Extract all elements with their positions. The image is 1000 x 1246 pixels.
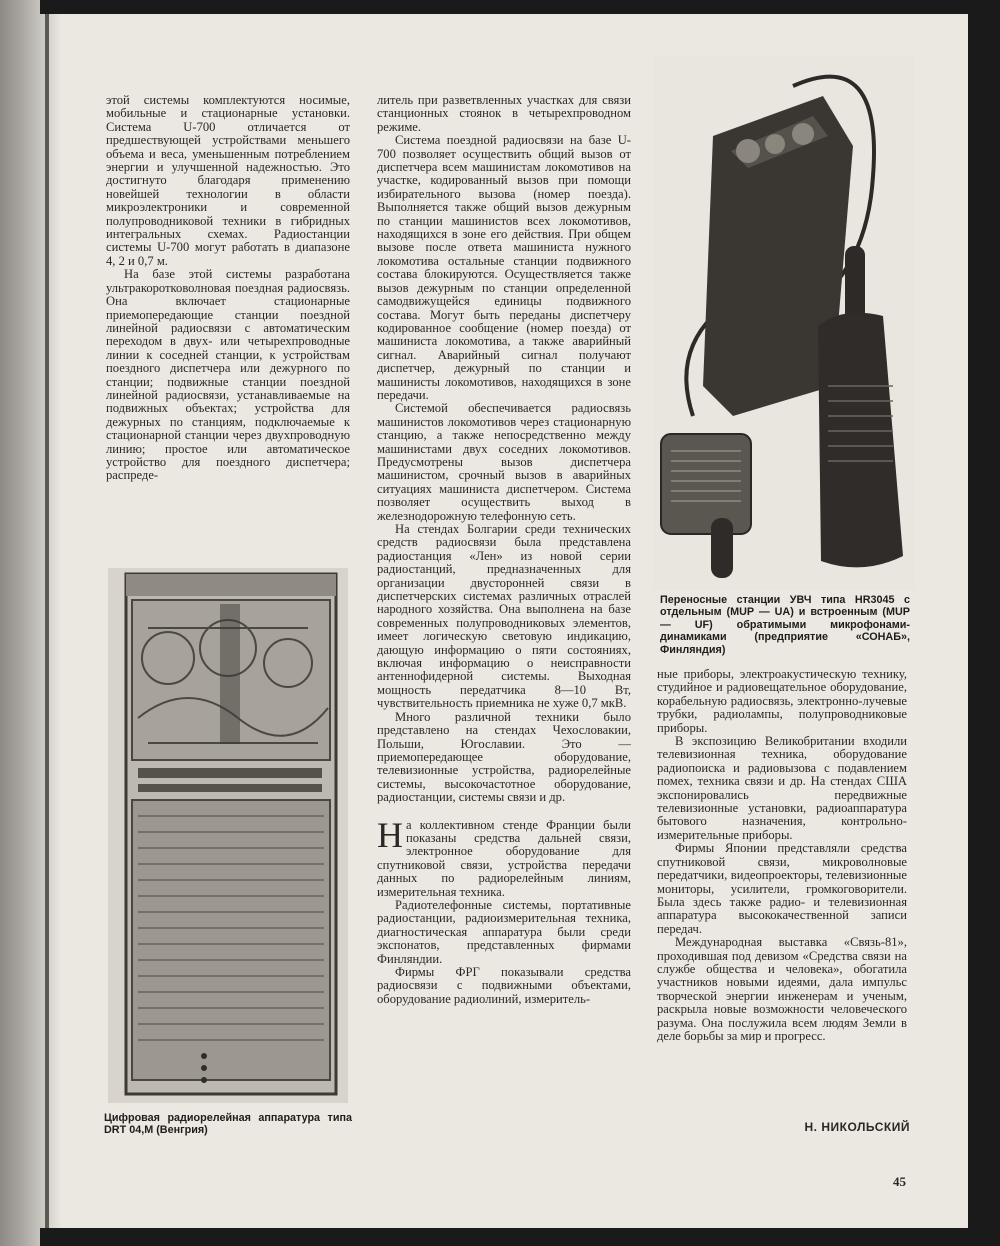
page-number: 45: [893, 1174, 906, 1189]
scan-bottom-border: [40, 1228, 1000, 1246]
page-fold-line: [45, 0, 49, 1246]
paragraph: На стендах Болгарии среди технических средств радиосвязи была представлена радиостанция «Лен» из новой серии радиостанций, предназначенных для организации двусторонней связи в диспетчерских системах различных отраслей народного хозяйства. Она выполнена на базе современных полупроводниковых элементов, имеет логическую световую индикацию, дающую информацию о пяти состояниях, включая информацию о неисправности антеннофидерной системы. Выходная мощность передатчика 8—10 Вт, чувствительность приемника не хуже 0,7 мкВ.: [377, 522, 631, 711]
paragraph: Системой обеспечивается радиосвязь машинистов локомотивов через стационарную станцию, а также непосредственно между машинистами двух соседних локомотивов. Предусмотрены вызов диспетчера машинистом, срочный вызов в аварийных ситуациях машиниста диспетчером. Система позволяет осуществить выход в железнодорожную телефонную сеть.: [377, 401, 631, 523]
photo-caption-left: Цифровая радиорелейная аппаратура типа DRT 04,M (Венгрия): [104, 1112, 352, 1137]
paragraph: Много различной техники было представлено на стендах Чехословакии, Польши, Югославии. Это — приемопередающее оборудование, телевизионные устройства, радиорелейные системы, высокочастотное оборудование, радиостанции, системы связи и др.: [377, 709, 631, 805]
author-signature: Н. НИКОЛЬСКИЙ: [804, 1120, 910, 1134]
paragraph: На базе этой системы разработана ультракоротковолновая поездная радиосвязь. Она включает стационарные приемопередающие станции поездной линейной радиосвязи с автоматическим переходом в двух- или четырехпроводные линии к соседней станции, к устройствам поездного диспетчера или дежурного по станции; подвижные станции поездной линейной радиосвязи, устанавливаемые на подвижных объектах; устройства для дежурных по станциям, подключаемые к стационарной станции через двухпроводную линию; простое или автоматическое устройство для поездного диспетчера; распреде-: [106, 267, 350, 483]
paragraph: этой системы комплектуются носимые, мобильные и стационарные установки. Система U-700 отличается от предшествующей устройствами меньшего объема и веса, уменьшенным потреблением энергии и улучшенной надежностью. Это достигнуто благодаря применению новейшей технологии в области микроэлектроники и современной полупроводниковой техники в гибридных интегральных схемах. Радиостанции системы U-700 могут работать в диапазоне 4, 2 и 0,7 м.: [106, 93, 350, 268]
scan-left-shadow: [0, 0, 62, 1246]
paragraph-with-dropcap: [377, 814, 631, 899]
article-column-2: [377, 94, 631, 1006]
paragraph: Радиотелефонные системы, портативные радиостанции, радиоизмерительная техника, диагностическая аппаратура были среди экспонатов, представленных фирмами Финляндии.: [377, 897, 631, 966]
relay-equipment-photo: [108, 568, 348, 1103]
paragraph: Система поездной радиосвязи на базе U-700 позволяет осуществить общий вызов от диспетчера всем машинистам локомотивов на участке, кодированный вызов при помощи избирательного вызова (номер поезда). Выполняется также общий вызов дежурным по станции машинистов всех локомотивов, находящихся в зоне его действия. При общем вызове после ответа машиниста нужного локомотива остальные станции подвижного состава блокируются. Осуществляется также вызов дежурным по станции определенной самодвижущейся единицы подвижного состава. Могут быть переданы диспетчеру кодированное сообщение (номер поезда) от машиниста локомотива, а также аварийный сигнал. Аварийный сигнал получают диспетчер, дежурный по станции и машинисты локомотивов, находящихся в зоне передачи.: [377, 133, 631, 402]
dropcap-letter: Н: [377, 814, 403, 855]
paragraph-text: а коллективном стенде Франции были показаны средства дальней связи, электронное оборудование для спутниковой связи, устройства передачи данных по радиорелейным линиям, измерительная техника.: [377, 817, 631, 899]
paragraph: ные приборы, электроакустическую технику, студийное и радиовещательное оборудование, корабельную радиосвязь, электронно-лучевые трубки, радиолампы, полупроводниковые приборы.: [657, 667, 907, 735]
scan-right-border: [968, 0, 1000, 1246]
article-column-1: [106, 94, 350, 483]
paragraph: Фирмы Японии представляли средства спутниковой связи, микроволновые передатчики, видеопроекторы, телевизионные мониторы, усилители, громкоговорители. Была здесь также радио- и телевизионная аппаратура высококачественной записи передач.: [657, 841, 907, 936]
paragraph: литель при разветвленных участках для связи станционных стоянок в четырехпроводном режиме.: [377, 93, 631, 134]
article-column-3: [657, 668, 907, 1043]
paragraph: Международная выставка «Связь-81», проходившая под девизом «Средства связи на службе общества и человека», обогатила участников новыми идеями, дала импульс творческой энергии инженерам и ученым, раскрыла новые возможности человеческого разума. Она послужила всем людям Земли в деле борьбы за мир и прогресс.: [657, 935, 907, 1043]
paragraph: Фирмы ФРГ показывали средства радиосвязи с подвижными объектами, оборудование радиолиний, измеритель-: [377, 965, 631, 1006]
portable-stations-photo: [653, 56, 915, 590]
paragraph: В экспозицию Великобритании входили телевизионная техника, оборудование радиопоиска и радиовызова с подавлением помех, техника связи и др. На стендах США экспонировались передвижные телевизионные установки, радиоаппаратура бытового назначения, контрольно-измерительные приборы.: [657, 734, 907, 842]
photo-caption-right: Переносные станции УВЧ типа HR3045 с отдельным (MUP — UA) и встроенным (MUP — UF) обратимыми микрофонами-динамиками (предприятие «СОНАБ», Финляндия): [660, 594, 910, 656]
scan-top-border: [40, 0, 1000, 14]
